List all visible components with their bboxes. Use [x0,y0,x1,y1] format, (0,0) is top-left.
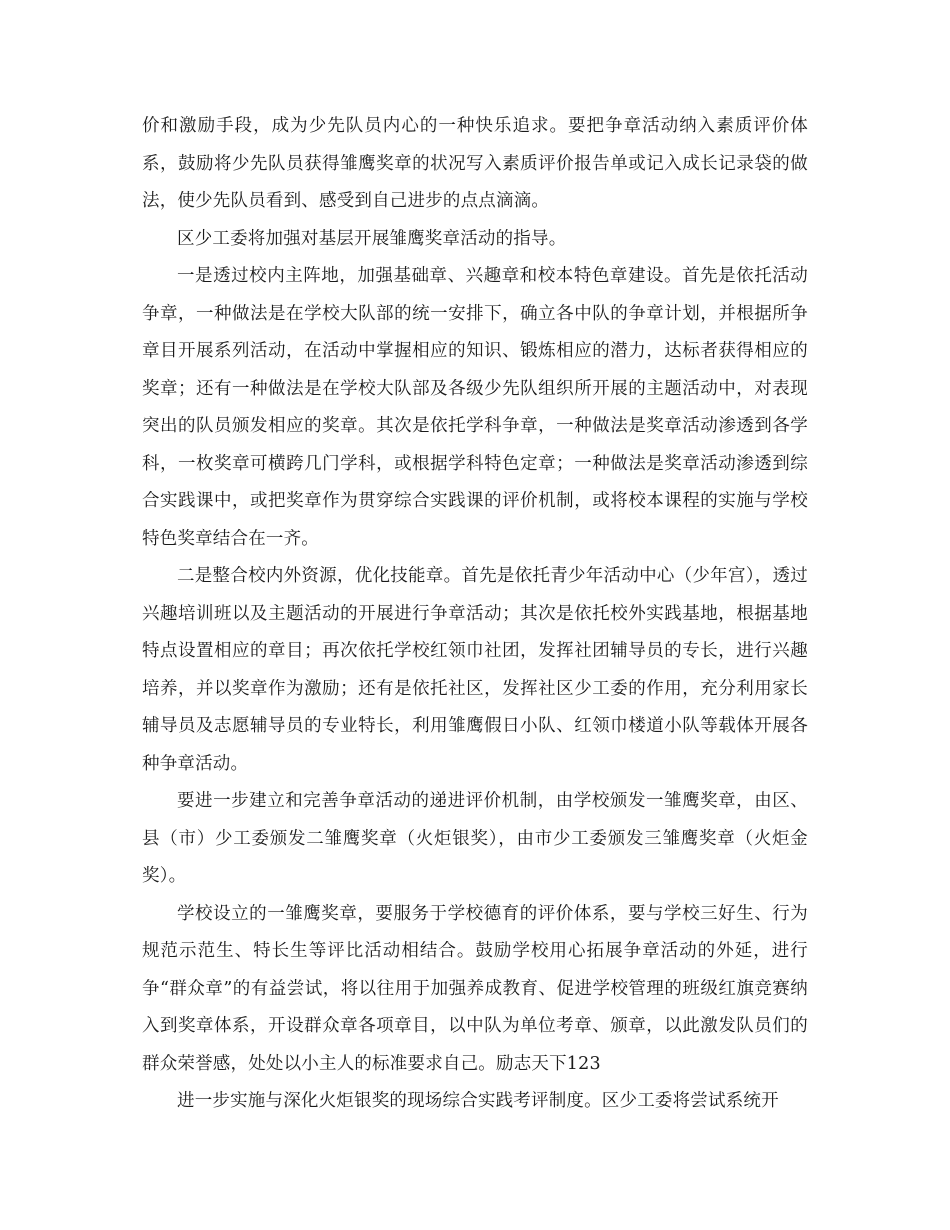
paragraph-7: 进一步实施与深化火炬银奖的现场综合实践考评制度。区少工委将尝试系统开 [177,1091,779,1111]
paragraph-6: 学校设立的一雏鹰奖章，要服务于学校德育的评价体系，要与学校三好生、行为规范示范生、特长生等评比活动相结合。鼓励学校用心拓展争章活动的外延，进行争“群众章”的有益尝试，将以往用于加强养成教育、促进学校管理的班级红旗竞赛纳入到奖章体系，开设群众章各项章目，以中队为单位考章、颁章，以此激发队员们的群众荣誉感，处处以小主人的标准要求自己。励志天下123 [142,903,808,1074]
paragraph-5: 要进一步建立和完善争章活动的递进评价机制，由学校颁发一雏鹰奖章，由区、县（市）少工委颁发二雏鹰奖章（火炬银奖），由市少工委颁发三雏鹰奖章（火炬金奖）。 [142,791,808,886]
paragraph-2: 区少工委将加强对基层开展雏鹰奖章活动的指导。 [177,228,567,249]
document-body [142,108,808,1121]
paragraph-4: 二是整合校内外资源，优化技能章。首先是依托青少年活动中心（少年宫），透过兴趣培训班以及主题活动的开展进行争章活动；其次是依托校外实践基地，根据基地特点设置相应的章目；再次依托学校红领巾社团，发挥社团辅导员的专长，进行兴趣培养，并以奖章作为激励；还有是依托社区，发挥社区少工委的作用，充分利用家长辅导员及志愿辅导员的专业特长，利用雏鹰假日小队、红领巾楼道小队等载体开展各种争章活动。 [142,566,808,774]
paragraph-3: 一是透过校内主阵地，加强基础章、兴趣章和校本特色章建设。首先是依托活动争章，一种做法是在学校大队部的统一安排下，确立各中队的争章计划，并根据所争章目开展系列活动，在活动中掌握相应的知识、锻炼相应的潜力，达标者获得相应的奖章；还有一种做法是在学校大队部及各级少先队组织所开展的主题活动中，对表现突出的队员颁发相应的奖章。其次是依托学科争章，一种做法是奖章活动渗透到各学科，一枚奖章可横跨几门学科，或根据学科特色定章；一种做法是奖章活动渗透到综合实践课中，或把奖章作为贯穿综合实践课的评价机制，或将校本课程的实施与学校特色奖章结合在一齐。 [142,266,808,549]
paragraph-1: 价和激励手段，成为少先队员内心的一种快乐追求。要把争章活动纳入素质评价体系，鼓励将少先队员获得雏鹰奖章的状况写入素质评价报告单或记入成长记录袋的做法，使少先队员看到、感受到自己进步的点点滴滴。 [142,116,808,211]
